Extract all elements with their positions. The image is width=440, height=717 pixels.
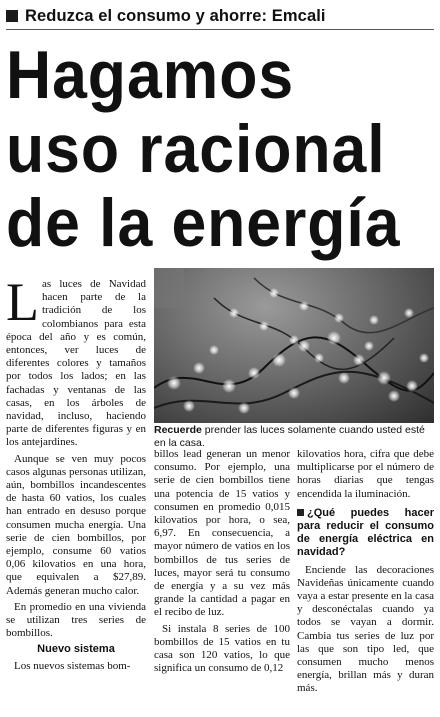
paragraph: Aunque se ven muy pocos casos algunas personas utilizan, aún, bombillos incandescentes de hasta 60 vatios, los cuales han entrado en desuso porque consumen mucha energía. Una serie de cien bombillos, por ejemplo, consume 60 vatios 0,06 kilovatios en una hora, que equivalen a $27,89. Además generan mucho calor.	[6, 452, 146, 597]
square-bullet-icon	[6, 10, 18, 22]
headline-line-1: Hagamos	[6, 37, 295, 113]
paragraph: Si instala 8 series de 100 bombillos de 15 vatios en tu casa son 120 vatios, lo que significa un consumo de 0,12	[154, 622, 290, 675]
paragraph: billos lead generan un menor consumo. Por ejemplo, una serie de cien bombillos tiene una potencia de 15 vatios y consumen en promedio 0,015 kilovatios por hora, o sea, 6,97. En consecuencia, a mayor número de vatios en los bombillos de tus series de luces, mayor será tu consumo de energía y a su vez más grande la cantidad a pagar en el recibo de luz.	[154, 448, 290, 619]
paragraph: Los nuevos sistemas bom-	[14, 659, 131, 672]
lights-illustration	[154, 268, 434, 423]
photo-caption	[154, 424, 434, 449]
kicker-text: Reduzca el consumo y ahorre: Emcali	[25, 6, 326, 25]
paragraph: kilovatios hora, cifra que debe multiplicarse por el número de horas diarias que tengas encendida la iluminación.	[297, 448, 434, 500]
paragraph-text: as luces de Navidad hacen parte de la tradición de los colombianos para esta época del año y es común, entonces, ver luces de diferentes colores y tamaños por todos los lados; en las fachadas y ventanas de las casas, en los árboles de navidad, incluso, haciendo parte de diferentes figuras y en los antejardines.	[6, 278, 146, 449]
drop-cap: L	[6, 272, 39, 332]
headline-line-3: de la energía	[6, 185, 401, 261]
section-kicker	[6, 6, 434, 26]
square-bullet-icon	[297, 509, 304, 516]
subheading: Nuevo sistema	[37, 643, 115, 656]
paragraph	[6, 272, 146, 450]
headline	[6, 38, 436, 260]
paragraph: En promedio en una vivienda se utilizan tres series de bombillos.	[6, 600, 146, 640]
christmas-lights-photo	[154, 268, 434, 423]
caption-lead: Recuerde	[154, 424, 202, 436]
caption-text: prender las luces solamente cuando usted esté en la casa.	[154, 424, 425, 449]
kicker-divider	[6, 29, 434, 30]
question-heading	[297, 507, 434, 560]
article-column-2	[154, 448, 290, 678]
article-column-3	[297, 448, 434, 699]
paragraph: Enciende las decoraciones Navideñas únicamente cuando vaya a estar presente en la casa y desconéctalas cuando ya todos se vayan a dormir. Cambia tus series de luz por las que son tipo led, que consumen mucho menos energía, brillan más y duran más.	[297, 563, 434, 695]
question-text: ¿Qué puedes hacer para reducir el consumo de energía eléctrica en navidad?	[297, 506, 434, 559]
headline-line-2: uso racional	[6, 111, 386, 187]
article-column-1	[6, 272, 146, 676]
